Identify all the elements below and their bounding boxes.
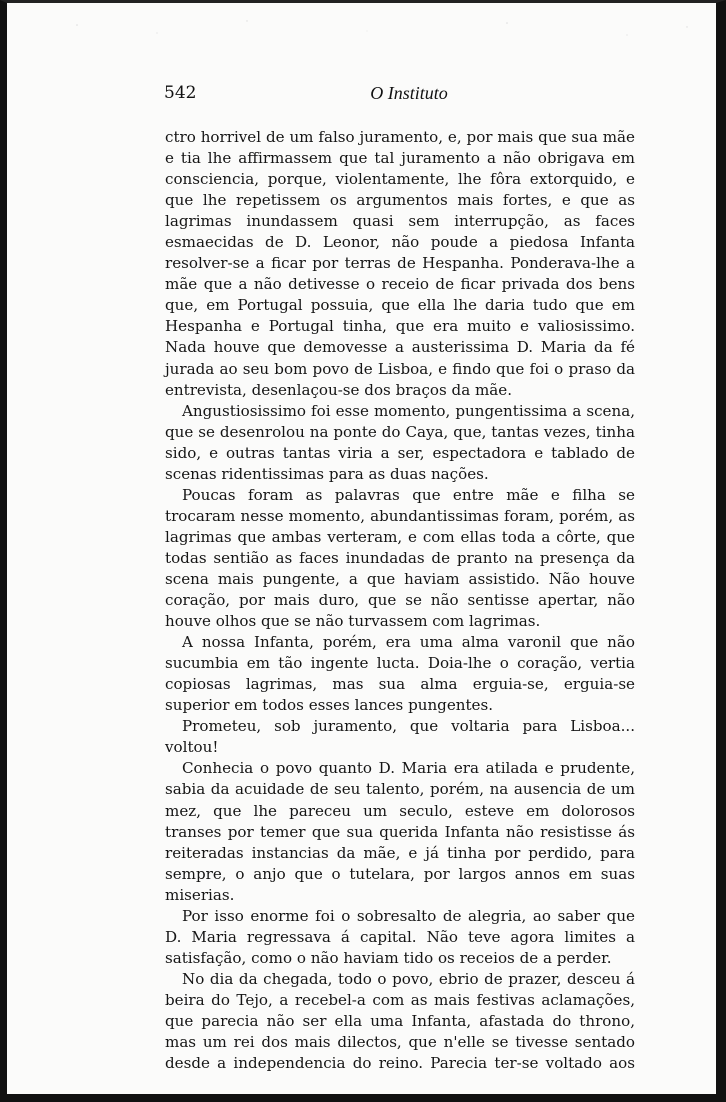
body-text <box>165 127 635 1074</box>
paragraph-4: A nossa Infanta, porém, era uma alma varonil que não sucumbia em tão ingente lucta. Doia-lhe o coração, vertia copiosas lagrimas, mas sua alma erguia-se, erguia-se superior em todos esses lances pungentes. <box>165 633 635 715</box>
paragraph-1: ctro horrivel de um falso juramento, e, por mais que sua mãe e tia lhe affirmassem que tal juramento a não obrigava em consciencia, porque, violentamente, lhe fôra extorquido, e que lhe repetissem os argumentos mais fortes, e que as lagrimas inundassem quasi sem interrupção, as faces esmaecidas de D. Leonor, não poude a piedosa Infanta resolver-se a ficar por terras de Hespanha. Ponderava-lhe a mãe que a não detivesse o receio de ficar privada dos bens que, em Portugal possuia, que ella lhe daria tudo que em Hespanha e Portugal tinha, que era muito e valiosissimo. Nada houve que demovesse a austerissima D. Maria da fé jurada ao seu bom povo de Lisboa, e findo que foi o praso da entrevista, desenlaçou-se dos braços da mãe. <box>165 128 635 399</box>
page-number: 542 <box>164 83 197 103</box>
paragraph-3: Poucas foram as palavras que entre mãe e filha se trocaram nesse momento, abundantissimas foram, porém, as lagrimas que ambas verteram, e com ellas toda a côrte, que todas sentião as faces inundadas de pranto na presença da scena mais pungente, a que haviam assistido. Não houve coração, por mais duro, que se não sentisse apertar, não houve olhos que se não turvassem com lagrimas. <box>165 485 635 631</box>
paragraph-7: Por isso enorme foi o sobresalto de alegria, ao saber que D. Maria regressava á capital. Não teve agora limites a satisfação, como o não haviam tido os receios de a perder. <box>165 906 635 967</box>
page-header <box>164 83 634 113</box>
paragraph-5: Prometeu, sob juramento, que voltaria para Lisboa... voltou! <box>165 717 635 757</box>
paragraph-8: No dia da chegada, todo o povo, ebrio de prazer, desceu á beira do Tejo, a recebel-a com as mais festivas aclamações, que parecia não ser ella uma Infanta, afastada do throno, mas um rei dos mais dilectos, que n'elle se tivesse sentado desde a independencia do reino. Parecia ter-se voltado aos <box>165 969 635 1073</box>
scan-noise-decoration <box>37 13 717 53</box>
running-title: O Instituto <box>370 83 448 103</box>
paragraph-2: Angustiosissimo foi esse momento, pungentissima a scena, que se desenrolou na ponte do Caya, que, tantas vezes, tinha sido, e outras tantas viria a ser, espectadora e tablado de scenas ridentissimas para as duas nações. <box>165 401 635 483</box>
paragraph-6: Conhecia o povo quanto D. Maria era atilada e prudente, sabia da acuidade de seu talento, porém, na ausencia de um mez, que lhe pareceu um seculo, esteve em dolorosos transes por temer que sua querida Infanta não resistisse ás reiteradas instancias da mãe, e já tinha por perdido, para sempre, o anjo que o tutelara, por largos annos em suas miserias. <box>165 759 635 904</box>
